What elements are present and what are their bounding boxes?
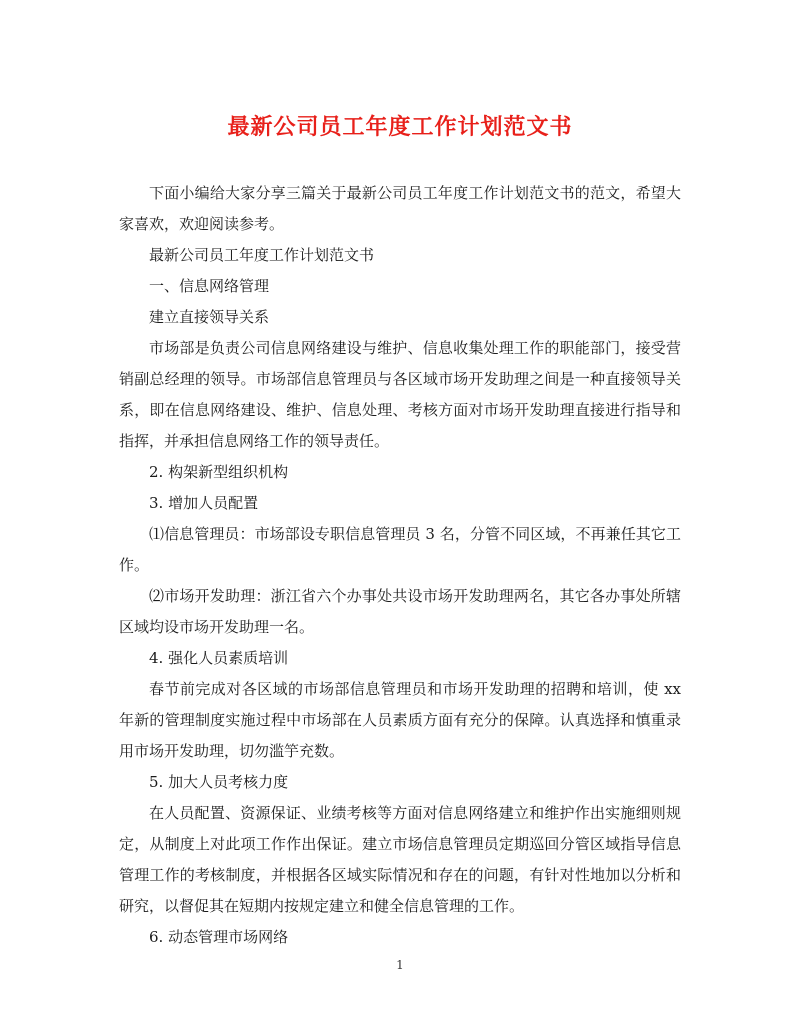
item-heading: 2. 构架新型组织机构 bbox=[149, 463, 289, 481]
body-paragraph: ⑴信息管理员：市场部设专职信息管理员 3 名，分管不同区域，不再兼任其它工作。 bbox=[119, 525, 681, 574]
intro-paragraph: 下面小编给大家分享三篇关于最新公司员工年度工作计划范文书的范文，希望大家喜欢，欢迎阅读参考。 bbox=[119, 184, 681, 233]
body-paragraph: 市场部是负责公司信息网络建设与维护、信息收集处理工作的职能部门，接受营销副总经理的领导。市场部信息管理员与各区域市场开发助理之间是一种直接领导关系，即在信息网络建设、维护、信息处理、考核方面对市场开发助理直接进行指导和指挥，并承担信息网络工作的领导责任。 bbox=[119, 339, 681, 450]
body-paragraph: 在人员配置、资源保证、业绩考核等方面对信息网络建立和维护作出实施细则规定，从制度上对此项工作作出保证。建立市场信息管理员定期巡回分管区域指导信息管理工作的考核制度，并根据各区域实际情况和存在的问题，有针对性地加以分析和研究，以督促其在短期内按规定建立和健全信息管理的工作。 bbox=[119, 804, 681, 915]
body-paragraph: 春节前完成对各区域的市场部信息管理员和市场开发助理的招聘和培训，使 xx 年新的管理制度实施过程中市场部在人员素质方面有充分的保障。认真选择和慎重录用市场开发助理，切勿滥竽充数。 bbox=[119, 680, 681, 760]
document-title: 最新公司员工年度工作计划范文书 bbox=[227, 114, 573, 140]
item-heading: 3. 增加人员配置 bbox=[149, 494, 259, 512]
item-heading: 4. 强化人员素质培训 bbox=[149, 649, 289, 667]
page-number: 1 bbox=[396, 958, 404, 972]
subsection-heading: 建立直接领导关系 bbox=[149, 308, 270, 326]
item-heading: 5. 加大人员考核力度 bbox=[149, 773, 289, 791]
subtitle-paragraph: 最新公司员工年度工作计划范文书 bbox=[149, 246, 375, 264]
section-heading: 一、信息网络管理 bbox=[149, 277, 270, 295]
item-heading: 6. 动态管理市场网络 bbox=[149, 928, 289, 946]
body-paragraph: ⑵市场开发助理：浙江省六个办事处共设市场开发助理两名，其它各办事处所辖区域均设市场开发助理一名。 bbox=[119, 587, 681, 636]
document-body bbox=[119, 178, 681, 953]
